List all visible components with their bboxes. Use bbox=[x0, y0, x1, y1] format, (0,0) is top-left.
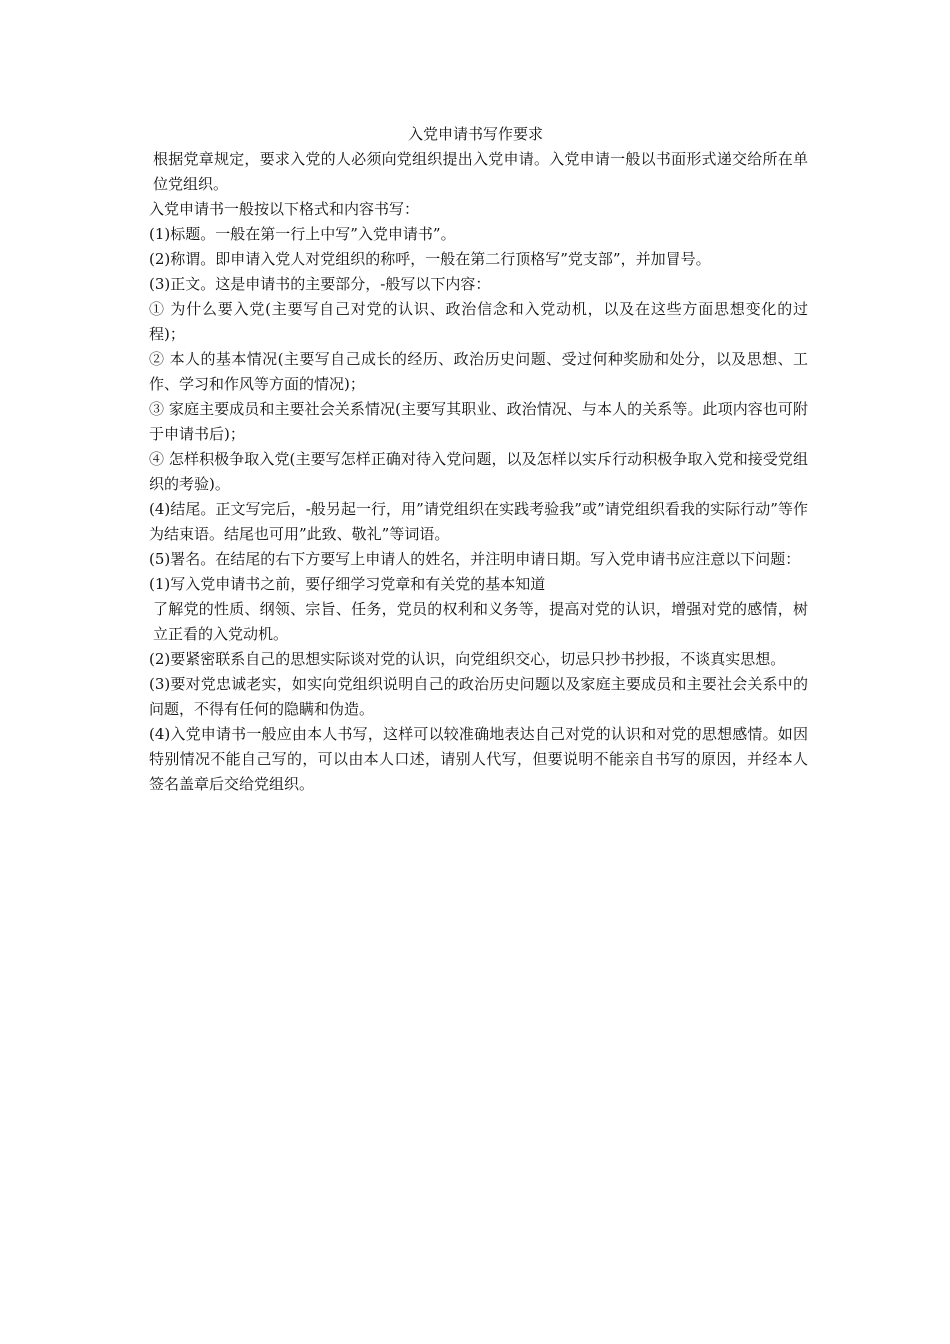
paragraph-body-item-2: ② 本人的基本情况(主要写自己成长的经历、政治历史问题、受过何种奖励和处分，以及思想、工作、学习和作风等方面的情况)； bbox=[149, 350, 808, 393]
paragraph-title-rule: (1)标题。一般在第一行上中写”入党申请书”。 bbox=[149, 225, 456, 243]
paragraph-intro: 根据党章规定，要求入党的人必须向党组织提出入党申请。入党申请一般以书面形式递交给所在单位党组织。 bbox=[153, 150, 808, 193]
paragraph-note-4: (4)入党申请书一般应由本人书写，这样可以较准确地表达自己对党的认识和对党的思想感情。如因特别情况不能自己写的，可以由本人口述，请别人代写，但要说明不能亲自书写的原因，并经本人签名盖章后交给党组织。 bbox=[149, 725, 808, 793]
paragraph-body-rule: (3)正文。这是申请书的主要部分，-般写以下内容： bbox=[149, 275, 491, 293]
paragraph-signature-rule: (5)署名。在结尾的右下方要写上申请人的姓名，并注明申请日期。写入党申请书应注意以下问题： bbox=[149, 550, 801, 568]
document-body bbox=[143, 122, 808, 797]
paragraph-note-1-detail: 了解党的性质、纲领、宗旨、任务，党员的权利和义务等，提高对党的认识，增强对党的感情，树立正看的入党动机。 bbox=[153, 600, 808, 643]
paragraph-body-item-3: ③ 家庭主要成员和主要社会关系情况(主要写其职业、政治情况、与本人的关系等。此项内容也可附于申请书后)； bbox=[149, 400, 808, 443]
paragraph-format-intro: 入党申请书一般按以下格式和内容书写： bbox=[149, 200, 420, 218]
document-title: 入党申请书写作要求 bbox=[407, 125, 543, 143]
paragraph-note-3: (3)要对党忠诚老实，如实向党组织说明自己的政治历史问题以及家庭主要成员和主要社会关系中的问题，不得有任何的隐瞒和伪造。 bbox=[149, 675, 808, 718]
paragraph-body-item-4: ④ 怎样积极争取入党(主要写怎样正确对待入党问题，以及怎样以实斥行动积极争取入党和接受党组织的考验)。 bbox=[149, 450, 808, 493]
paragraph-body-item-1: ① 为什么要入党(主要写自己对党的认识、政治信念和入党动机，以及在这些方面思想变化的过程)； bbox=[149, 300, 808, 343]
paragraph-ending-rule: (4)结尾。正文写完后，-般另起一行，用”请党组织在实践考验我”或”请党组织看我的实际行动”等作为结束语。结尾也可用”此致、敬礼”等词语。 bbox=[149, 500, 808, 543]
paragraph-note-2: (2)要紧密联系自己的思想实际谈对党的认识，向党组织交心，切忌只抄书抄报，不谈真实思想。 bbox=[149, 650, 786, 668]
paragraph-salutation-rule: (2)称谓。即申请入党人对党组织的称呼，一般在第二行顶格写”党支部”，并加冒号。 bbox=[149, 250, 711, 268]
paragraph-note-1: (1)写入党申请书之前，要仔细学习党章和有关党的基本知道 bbox=[149, 575, 546, 593]
